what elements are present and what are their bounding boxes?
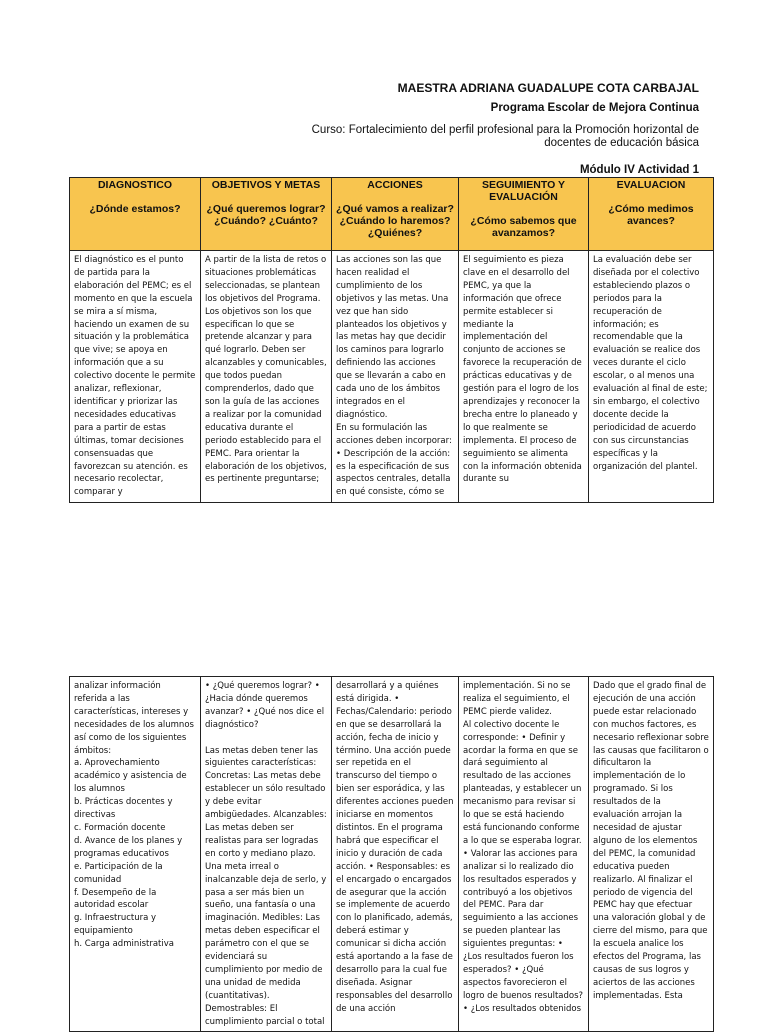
course-title: Curso: Fortalecimiento del perfil profesional para la Promoción horizontal de docentes de educación básica	[311, 124, 699, 149]
column-title: EVALUACION	[616, 179, 686, 191]
column-title: ACCIONES	[367, 179, 423, 191]
header-seguimiento	[459, 178, 589, 251]
column-title: SEGUIMIENTO Y EVALUACIÓN	[481, 179, 566, 203]
header-acciones	[332, 178, 459, 251]
header-diagnostico	[70, 178, 201, 251]
pemc-table-page-2	[69, 676, 714, 1032]
pemc-table-page-1	[69, 177, 714, 503]
cell-acciones: Las acciones son las que hacen realidad el cumplimiento de los objetivos y las metas. Una vez que han sido planteados los objetivos y las metas hay que decidir los caminos para lograrlo definiendo las acciones que se llevarán a cabo en cada uno de los ámbitos integrados en el diagnóstico. En su formulación las acciones deben incorporar: • Descripción de la acción: es la especificación de sus aspectos centrales, detalla en qué consiste, cómo se	[332, 251, 459, 503]
column-title: DIAGNOSTICO	[97, 179, 173, 191]
cell-objetivos-metas: A partir de la lista de retos o situaciones problemáticas seleccionadas, se plantean los objetivos del Programa. Los objetivos son los que especifican lo que se pretende alcanzar y para qué lograrlo. Deben ser alcanzables y comunicables, que todos puedan comprenderlos, dado que son la guía de las acciones a realizar por la comunidad educativa durante el periodo establecido para el PEMC. Para orientar la elaboración de los objetivos, es pertinente preguntarse;	[201, 251, 332, 503]
column-question: ¿Qué vamos a realizar? ¿Cuándo lo haremos? ¿Quiénes?	[336, 203, 454, 239]
cell-diagnostico: El diagnóstico es el punto de partida para la elaboración del PEMC; es el momento en que la escuela se mira a sí misma, haciendo un examen de su situación y la problemática que vive; se apoya en información que a su colectivo docente le permite analizar, reflexionar, identificar y priorizar las necesidades educativas para a partir de estas últimas, tomar decisiones consensuadas que favorezcan su atención. es necesario recolectar, comparar y	[70, 251, 201, 503]
program-title: Programa Escolar de Mejora Continua	[490, 102, 699, 114]
cell-acciones-cont: desarrollará y a quiénes está dirigida. • Fechas/Calendario: periodo en que se desarrollará la acción, fecha de inicio y término. Una acción puede ser repetida en el transcurso del tiempo o bien ser esporádica, y las diferentes acciones pueden iniciarse en momentos distintos. En el programa habrá que especificar el inicio y duración de cada acción. • Responsables: es el encargado o encargados de asegurar que la acción se implemente de acuerdo con lo planificado, además, deberá estimar y comunicar si dicha acción está aportando a la fase de desarrollo para la cual fue diseñada. Asignar responsables del desarrollo de una acción	[332, 677, 459, 1032]
module-label: Módulo IV Actividad 1	[579, 164, 699, 176]
table-row	[70, 251, 714, 503]
header-objetivos-metas	[201, 178, 332, 251]
table-header-row	[70, 178, 714, 251]
teacher-name: MAESTRA ADRIANA GUADALUPE COTA CARBAJAL	[397, 81, 699, 95]
header-evaluacion	[589, 178, 714, 251]
column-title: OBJETIVOS Y METAS	[211, 179, 321, 191]
cell-objetivos-metas-cont: • ¿Qué queremos lograr? • ¿Hacia dónde queremos avanzar? • ¿Qué nos dice el diagnóstico? Las metas deben tener las siguientes características: Concretas: Las metas debe establecer un sólo resultado y debe evitar ambigüedades. Alcanzables: Las metas deben ser realistas para ser logradas en corto y mediano plazo. Una meta irreal o inalcanzable deja de serlo, y pasa a ser más bien un sueño, una fantasía o una imaginación. Medibles: Las metas deben especificar el parámetro con el que se evidenciará su cumplimiento por medio de una unidad de medida (cuantitativas). Demostrables: El cumplimiento parcial o total	[201, 677, 332, 1032]
cell-seguimiento: El seguimiento es pieza clave en el desarrollo del PEMC, ya que la información que ofrece permite establecer si mediante la implementación del conjunto de acciones se favorece la recuperación de prácticas educativas y de gestión para el logro de los aprendizajes y reconocer la brecha entre lo planeado y lo que realmente se implementa. El proceso de seguimiento se alimenta con la información obtenida durante su	[459, 251, 589, 503]
cell-seguimiento-cont: implementación. Si no se realiza el seguimiento, el PEMC pierde validez. Al colectivo docente le corresponde: • Definir y acordar la forma en que se dará seguimiento al resultado de las acciones planteadas, y establecer un mecanismo para revisar si lo que se está haciendo está funcionando conforme a lo que se esperaba lograr. • Valorar las acciones para analizar si lo realizado dio los resultados esperados y contribuyó a los objetivos del PEMC. Para dar seguimiento a las acciones se pueden plantear las siguientes preguntas: • ¿Los resultados fueron los esperados? • ¿Qué aspectos favorecieron el logro de buenos resultados? • ¿Los resultados obtenidos	[459, 677, 589, 1032]
cell-evaluacion-cont: Dado que el grado final de ejecución de una acción puede estar relacionado con muchos factores, es necesario reflexionar sobre las causas que facilitaron o dificultaron la implementación de lo programado. Si los resultados de la evaluación arrojan la necesidad de ajustar alguno de los elementos del PEMC, la comunidad educativa pueden realizarlo. Al finalizar el periodo de vigencia del PEMC hay que efectuar una valoración global y de cierre del mismo, para que la escuela analice los efectos del Programa, las causas de sus logros y aciertos de las acciones implementadas. Esta	[589, 677, 714, 1032]
column-question: ¿Dónde estamos?	[89, 203, 181, 215]
cell-diagnostico-cont: analizar información referida a las características, intereses y necesidades de los alumnos así como de los siguientes ámbitos: a. Aprovechamiento académico y asistencia de los alumnos b. Prácticas docentes y directivas c. Formación docente d. Avance de los planes y programas educativos e. Participación de la comunidad f. Desempeño de la autoridad escolar g. Infraestructura y equipamiento h. Carga administrativa	[70, 677, 201, 1032]
column-question: ¿Cómo sabemos que avanzamos?	[470, 215, 577, 239]
cell-evaluacion: La evaluación debe ser diseñada por el colectivo estableciendo plazos o periodos para la recuperación de información; es recomendable que la evaluación se realice dos veces durante el ciclo escolar, o al menos una evaluación al final de este; sin embargo, el colectivo docente decide la periodicidad de acuerdo con sus circunstancias específicas y la organización del plantel.	[589, 251, 714, 503]
column-question: ¿Qué queremos lograr? ¿Cuándo? ¿Cuánto?	[206, 203, 326, 227]
table-row	[70, 677, 714, 1032]
column-question: ¿Cómo medimos avances?	[608, 203, 694, 227]
